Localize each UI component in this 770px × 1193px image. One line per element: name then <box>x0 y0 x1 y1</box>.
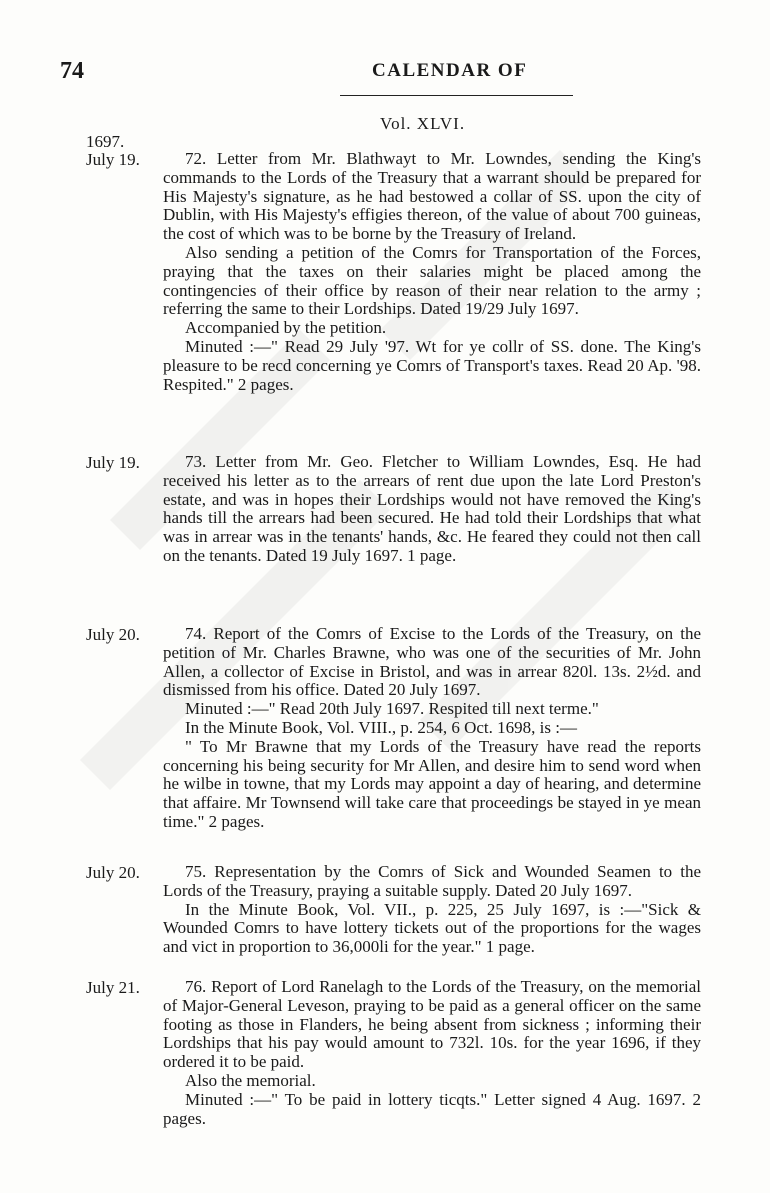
page-number: 74 <box>60 58 84 84</box>
entry-72 <box>163 150 701 394</box>
entry-paragraph: 74. Report of the Comrs of Excise to the Lords of the Treasury, on the petition of Mr. Charles Brawne, who was one of the securities of Mr. John Allen, a collector of Excise in Bristol, and was in arrear 820l. 13s. 2½d. and dismissed from his office. Dated 20 July 1697. <box>163 624 701 700</box>
entry-paragraph: Also the memorial. <box>185 1070 316 1090</box>
entry-paragraph: 75. Representation by the Comrs of Sick and Wounded Seamen to the Lords of the Treasury, praying a suitable supply. Dated 20 July 1697. <box>163 862 701 900</box>
entry-paragraph: 73. Letter from Mr. Geo. Fletcher to William Lowndes, Esq. He had received his letter as to the arrears of rent due upon the late Lord Preston's estate, and was in hopes their Lordships would not have removed the King's hands till the arrears had been secured. He had told their Lordships that what was in arrear was in the tenants' hands, &c. He feared they could not then call on the tenants. Dated 19 July 1697. 1 page. <box>163 452 701 565</box>
entry-paragraph: Minuted :—" Read 29 July '97. Wt for ye collr of SS. done. The King's pleasure to be recd concerning ye Comrs of Transport's taxes. Read 20 Ap. '98. Respited." 2 pages. <box>163 336 701 394</box>
entry-76 <box>163 978 701 1128</box>
running-head: CALENDAR OF <box>372 60 528 81</box>
year-label: 1697. <box>86 132 125 151</box>
entry-paragraph: In the Minute Book, Vol. VIII., p. 254, 6 Oct. 1698, is :— <box>185 717 577 737</box>
entry-paragraph: Minuted :—" Read 20th July 1697. Respited till next terme." <box>185 699 599 719</box>
entry-paragraph: " To Mr Brawne that my Lords of the Treasury have read the reports concerning his being security for Mr Allen, and desire him to send word when he wilbe in towne, that my Lords may appoint a day of hearing, and determine that affaire. Mr Townsend will take care that proceedings be stayed in ye mean time." 2 pages. <box>163 736 701 831</box>
entry-paragraph: In the Minute Book, Vol. VII., p. 225, 25 July 1697, is :—"Sick & Wounded Comrs to have lottery tickets out of the proportions for the wages and vict in proportion to 36,000li for the year." 1 page. <box>163 899 701 957</box>
entry-date: July 19. <box>86 453 140 472</box>
entry-paragraph: 76. Report of Lord Ranelagh to the Lords of the Treasury, on the memorial of Major-General Leveson, praying to be paid as a general officer on the same footing as those in Flanders, he being absent from sickness ; informing their Lordships that his pay would amount to 732l. 10s. for the year 1696, if they ordered it to be paid. <box>163 977 701 1072</box>
volume-heading: Vol. XLVI. <box>380 114 466 133</box>
entry-date: July 19. <box>86 150 140 169</box>
entry-paragraph: 72. Letter from Mr. Blathwayt to Mr. Lowndes, sending the King's commands to the Lords of the Treasury that a warrant should be prepared for His Majesty's signature, as he had bestowed a collar of SS. upon the city of Dublin, with His Majesty's effigies thereon, of the value of about 700 guineas, the cost of which was to be borne by the Treasury of Ireland. <box>163 149 701 244</box>
entry-74 <box>163 625 701 832</box>
entry-date: July 21. <box>86 978 140 997</box>
entry-date: July 20. <box>86 863 140 882</box>
entry-75 <box>163 863 701 957</box>
entry-date: July 20. <box>86 625 140 644</box>
header-rule <box>340 95 573 96</box>
entry-73 <box>163 453 701 566</box>
entry-paragraph: Minuted :—" To be paid in lottery ticqts." Letter signed 4 Aug. 1697. 2 pages. <box>163 1089 701 1128</box>
entry-paragraph: Also sending a petition of the Comrs for Transportation of the Forces, praying that the taxes on their salaries might be placed among the contingencies of their office by reason of their near relation to the army ; referring the same to their Lordships. Dated 19/29 July 1697. <box>163 242 701 319</box>
entry-paragraph: Accompanied by the petition. <box>185 318 387 338</box>
